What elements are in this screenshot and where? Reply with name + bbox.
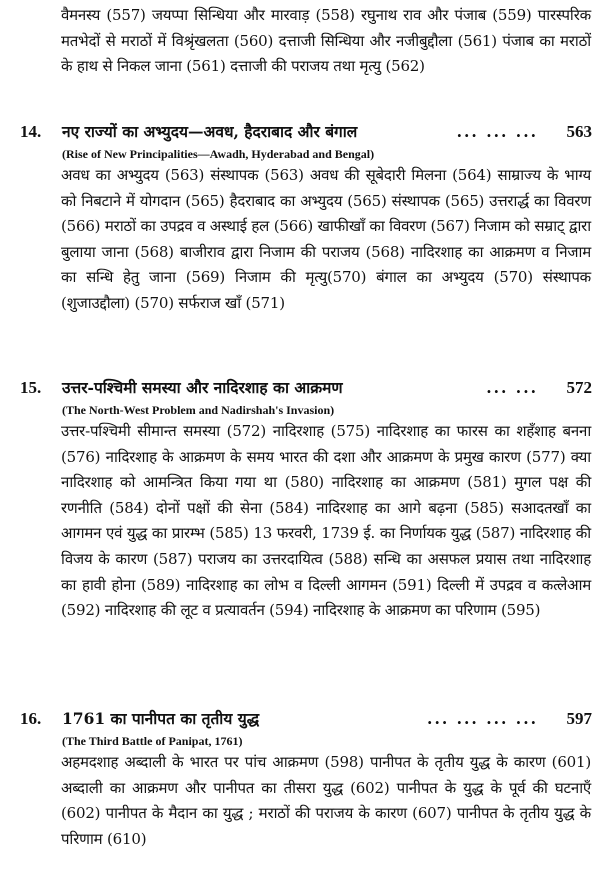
section-15-body: उत्तर-पश्चिमी सीमान्त समस्या (572) नादिरशाह (575) नादिरशाह का फारस का शहँशाह बनना (576) नादिरशाह के आक्रमण के समय भारत की दशा और आक्रमण के प्रमुख कारण (577) क्या नादिरशाह को आमन्त्रित किया गया था (580) नादिरशाह का आक्रमण (581) मुगल पक्ष की रणनीति (584) दोनों पक्षों की सेना (584) नादिरशाह का आगे बढ़ना (585) सआदतखाँ का आगमन एवं युद्ध का प्रारम्भ (585) 13 फरवरी, 1739 ई. का निर्णायक युद्ध (587) नादिरशाह की विजय के कारण (587) पराजय का उत्तरदायित्व (588) सन्धि का असफल प्रयास तथा नादिरशाह का हावी होना (589) नादिरशाह का लोभ व दिल्ली आगमन (591) दिल्ली में उपद्रव व कत्लेआम (592) नादिरशाह की लूट व प्रत्यावर्तन (594) नादिरशाह के आक्रमण का परिणाम (595) [61,422,591,620]
section-16-subtitle: (The Third Battle of Panipat, 1761) [62,734,243,748]
section-page-number: 597 [566,709,592,728]
section-title: 1761 का पानीपत का तृतीय युद्ध [62,709,260,728]
section-number: 14. [20,122,42,141]
section-page-number: 572 [566,378,592,397]
leader-dots: ... ... ... [456,122,538,141]
section-15-heading [20,374,592,402]
leader-dots: ... ... [486,378,538,397]
section-page-number: 563 [566,122,592,141]
section-16-body: अहमदशाह अब्दाली के भारत पर पांच आक्रमण (598) पानीपत के तृतीय युद्ध के कारण (601) अब्दाली का आक्रमण और पानीपत का तीसरा युद्ध (602) पानीपत के युद्ध के पूर्व की घटनाएँ (602) पानीपत के मैदान का युद्ध ; मराठों की पराजय के कारण (607) पानीपत के तृतीय युद्ध के परिणाम (610) [61,753,591,848]
section-number: 16. [20,709,42,728]
intro-paragraph: वैमनस्य (557) जयप्पा सिन्धिया और मारवाड़ (558) रघुनाथ राव और पंजाब (559) पारस्परिक मतभेदों से मराठों में विश्रृंखलता (560) दत्ताजी सिन्धिया और नजीबुद्दौला (561) पंजाब का मराठों के हाथ से निकल जाना (561) दत्ताजी की पराजय तथा मृत्यु (562) [61,6,591,76]
section-15-subtitle: (The North-West Problem and Nadirshah's Invasion) [62,403,335,417]
section-title: नए राज्यों का अभ्युदय—अवध, हैदराबाद और बंगाल [62,122,358,141]
section-number: 15. [20,378,42,397]
leader-dots: ... ... ... ... [427,709,538,728]
section-14-body: अवध का अभ्युदय (563) संस्थापक (563) अवध की सूबेदारी मिलना (564) साम्राज्य के भाग्य को निबटाने में योगदान (565) हैदराबाद का अभ्युदय (565) संस्थापक (565) उत्तरार्द्ध का विवरण (566) मराठों का उपद्रव व अस्थाई हल (566) खाफीखाँ का विवरण (567) निजाम को सम्राट् द्वारा बुलाया जाना (568) बाजीराव द्वारा निजाम की पराजय (568) नादिरशाह का आक्रमण व निजाम का सन्धि हेतु जाना (569) निजाम की मृत्यु(570) बंगाल का अभ्युदय (570) संस्थापक (शुजाउद्दौला) (570) सर्फराज खाँ (571) [61,166,591,312]
section-14-heading [20,118,592,146]
section-title: उत्तर-पश्चिमी समस्या और नादिरशाह का आक्रमण [62,378,343,397]
section-16-heading [20,705,592,733]
section-14-subtitle: (Rise of New Principalities—Awadh, Hyderabad and Bengal) [62,147,375,161]
